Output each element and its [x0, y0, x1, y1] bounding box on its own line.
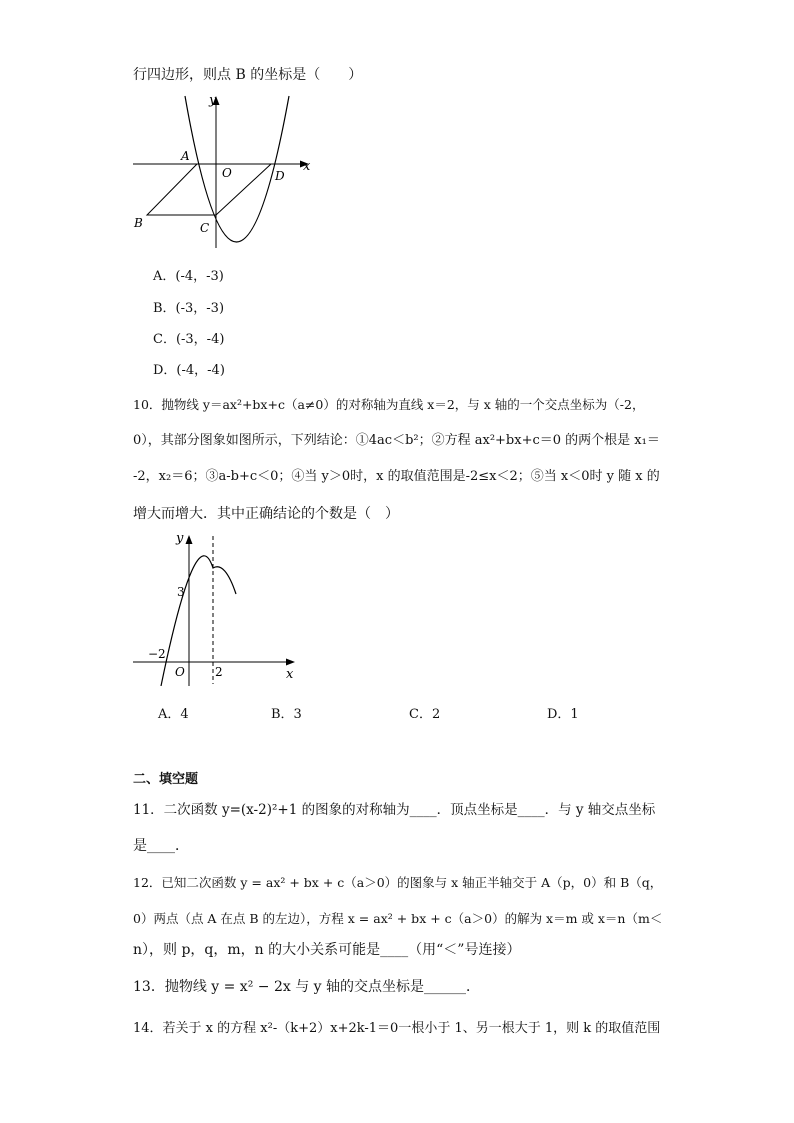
q11-line-2: 是____．	[133, 838, 189, 854]
q10-option-a: A．4	[158, 707, 189, 722]
q10-line-3: -2，x₂＝6；③a-b+c＜0；④当 y＞0时，x 的取值范围是-2≤x＜2；⑤当 x＜0时 y 随 x 的	[133, 469, 660, 484]
q10-line-2: 0），其部分图象如图所示，下列结论：①4ac＜b²；②方程 ax²+bx+c＝0 的两个根是 x₁＝	[133, 433, 660, 448]
q9-figure	[125, 88, 325, 253]
q9-point-d: D	[275, 169, 285, 183]
q10-option-b: B．3	[271, 707, 302, 722]
q9-option-b: B．(-3，-3)	[153, 301, 225, 316]
q9-option-d: D．(-4，-4)	[153, 363, 225, 378]
q9-point-a: A	[181, 149, 190, 163]
q10-y-label: y	[176, 531, 184, 546]
q12-line-1: 12．已知二次函数 y = ax² + bx + c（a＞0）的图象与 x 轴正半轴交于 A（p，0）和 B（q，	[133, 875, 663, 890]
q10-option-d: D．1	[547, 707, 579, 722]
q10-root-label: −2	[148, 647, 166, 661]
q13-line: 13．抛物线 y = x² − 2x 与 y 轴的交点坐标是______．	[133, 979, 481, 995]
q9-option-c: C．(-3，-4)	[153, 332, 225, 347]
q9-point-c: C	[200, 221, 210, 235]
q10-y-intercept-label: 3	[177, 585, 185, 599]
q12-line-3: n），则 p，q，m，n 的大小关系可能是____（用“＜”号连接）	[133, 942, 521, 958]
q10-origin-label: O	[175, 665, 185, 679]
q14-line: 14．若关于 x 的方程 x²-（k+2）x+2k-1＝0一根小于 1、另一根大于 1，则 k 的取值范围	[133, 1021, 661, 1036]
q9-y-label: y	[209, 93, 217, 108]
q9-origin-label: O	[222, 166, 232, 180]
q9-x-label: x	[303, 159, 311, 174]
q9-point-b: B	[134, 216, 143, 230]
q10-axis-label-2: 2	[215, 665, 223, 679]
q10-line-4: 增大而增大．其中正确结论的个数是（ ）	[133, 506, 399, 522]
section-heading: 二、填空题	[133, 772, 199, 787]
q9-option-a: A．(-4，-3)	[153, 269, 224, 284]
q10-line-1: 10．抛物线 y＝ax²+bx+c（a≠0）的对称轴为直线 x＝2，与 x 轴的一个交点坐标为（-2，	[133, 397, 645, 412]
q10-x-label: x	[286, 667, 294, 682]
q9-question-tail: 行四边形，则点 B 的坐标是（ ）	[133, 67, 363, 83]
q11-line-1: 11．二次函数 y=(x-2)²+1 的图象的对称轴为____．顶点坐标是____．与 y 轴交点坐标	[133, 802, 656, 818]
q10-option-c: C．2	[409, 707, 441, 722]
q12-line-2: 0）两点（点 A 在点 B 的左边），方程 x = ax² + bx + c（a＞0）的解为 x＝m 或 x＝n（m＜	[133, 911, 663, 926]
q10-figure	[128, 526, 303, 686]
